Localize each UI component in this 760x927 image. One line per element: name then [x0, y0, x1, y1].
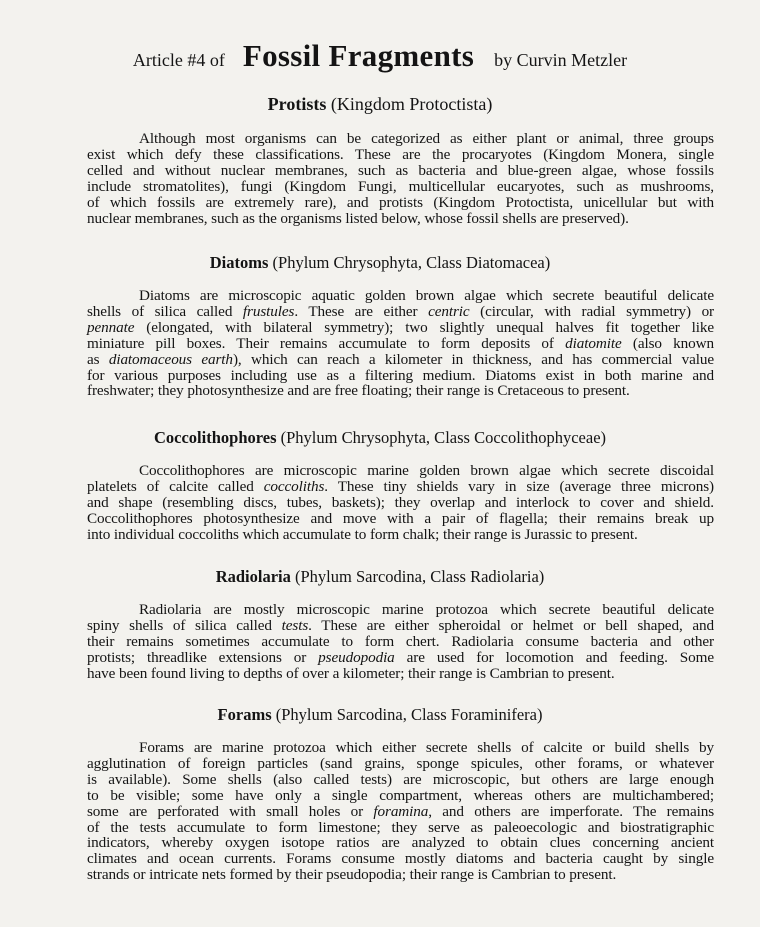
text-line: into individual coccoliths which accumulate to form chalk; their range is Jurassic to present. [87, 525, 638, 543]
text-line: Diatoms are microscopic aquatic golden brown algae which secrete beautiful delicate [139, 287, 714, 304]
text-line: Forams are marine protozoa which either secrete shells of calcite or build shells by [139, 739, 714, 756]
text-line: of the tests accumulate to form limestone; they serve as paleoecologic and biostratigraphic [87, 818, 714, 836]
article-number: Article #4 of [132, 50, 225, 70]
text-line: include stromatolites), fungi (Kingdom Fungi, multicellular eucaryotes, such as mushrooms, [87, 177, 714, 195]
text-line: nuclear membranes, such as the organisms listed below, whose fossil shells are preserved). [87, 209, 629, 227]
page-title: Fossil Fragments [242, 38, 475, 73]
text-line: celled and without nuclear membranes, such as bacteria and blue-green algae, whose fossils [87, 161, 714, 179]
diatoms-paragraph [87, 288, 714, 399]
text-line: Coccolithophores are microscopic marine golden brown algae which secrete discoidal [139, 462, 714, 479]
diatoms-heading-bold: Diatoms [209, 253, 269, 272]
radiolaria-heading-rest: (Phylum Sarcodina, Class Radiolaria) [295, 567, 545, 586]
text-line: some are perforated with small holes or foramina, and others are imperforate. The remains [87, 802, 715, 820]
diatoms-heading-rest: (Phylum Chrysophyta, Class Diatomacea) [272, 253, 551, 272]
text-line: agglutination of foreign particles (sand grains, sponge spicules, other forams, or whatever [87, 754, 714, 772]
text-line: platelets of calcite called coccoliths. These tiny shields vary in size (average three microns) [87, 477, 714, 495]
main-heading-bold: Protists [267, 94, 327, 114]
text-line: spiny shells of silica called tests. These are either spheroidal or helmet or bell shaped, and [87, 616, 714, 634]
text-line: Although most organisms can be categorized as either plant or animal, three groups [139, 130, 714, 147]
text-line: and shape (resembling discs, tubes, baskets); they overlap and interlock to cover and shield. [87, 493, 714, 511]
coccolithophores-heading [0, 428, 760, 448]
text-line: protists; threadlike extensions or pseudopodia are used for locomotion and feeding. Some [87, 648, 714, 666]
text-line: climates and ocean currents. Forams consume mostly diatoms and bacteria caught by single [87, 850, 714, 868]
radiolaria-heading-bold: Radiolaria [215, 567, 291, 586]
text-line: have been found living to depths of over a kilometer; their range is Cambrian to present. [87, 664, 615, 682]
main-heading-rest: (Kingdom Protoctista) [330, 94, 493, 114]
text-line: indicators, whereby oxygen isotope ratios are analyzed to obtain clues concerning ancient [87, 834, 714, 852]
text-line: miniature pill boxes. Their remains accumulate to form deposits of diatomite (also known [87, 334, 714, 352]
text-line: freshwater; they photosynthesize and are free floating; their range is Cretaceous to present. [87, 382, 630, 400]
forams-heading-bold: Forams [217, 705, 272, 724]
radiolaria-paragraph [87, 602, 714, 682]
author-byline: by Curvin Metzler [494, 50, 628, 70]
coccolithophores-heading-rest: (Phylum Chrysophyta, Class Coccolithophyceae) [280, 428, 607, 447]
text-line: Radiolaria are mostly microscopic marine protozoa which secrete beautiful delicate [139, 601, 714, 618]
text-line: to be visible; some have only a single compartment, whereas others are multichambered; [87, 786, 714, 804]
text-line: their remains sometimes accumulate to form chert. Radiolaria consume bacteria and other [87, 632, 714, 650]
coccolithophores-paragraph [87, 463, 714, 543]
forams-paragraph [87, 740, 714, 883]
text-line: of which fossils are extremely rare), and protists (Kingdom Protoctista, unicellular but with [87, 193, 714, 211]
forams-heading [0, 705, 760, 725]
main-heading [0, 94, 760, 115]
forams-heading-rest: (Phylum Sarcodina, Class Foraminifera) [275, 705, 543, 724]
text-line: is available). Some shells (also called tests) are microscopic, but others are large enough [87, 770, 714, 788]
article-header [0, 38, 760, 74]
text-line: strands or intricate nets formed by their pseudopodia; their range is Cambrian to present. [87, 866, 617, 884]
text-line: for various purposes including use as a filtering medium. Diatoms exist in both marine and [87, 366, 714, 384]
diatoms-heading [0, 253, 760, 273]
text-line: exist which defy these classifications. These are the procaryotes (Kingdom Monera, single [87, 145, 714, 163]
intro-paragraph [87, 131, 714, 226]
text-line: shells of silica called frustules. These are either centric (circular, with radial symmetry) or [87, 302, 715, 320]
radiolaria-heading [0, 567, 760, 587]
coccolithophores-heading-bold: Coccolithophores [153, 428, 277, 447]
text-line: as diatomaceous earth), which can reach a kilometer in thickness, and has commercial value [87, 350, 714, 368]
text-line: Coccolithophores photosynthesize and move with a pair of flagella; their remains break up [87, 509, 714, 527]
text-line: pennate (elongated, with bilateral symmetry); two slightly unequal halves fit together like [87, 318, 714, 336]
